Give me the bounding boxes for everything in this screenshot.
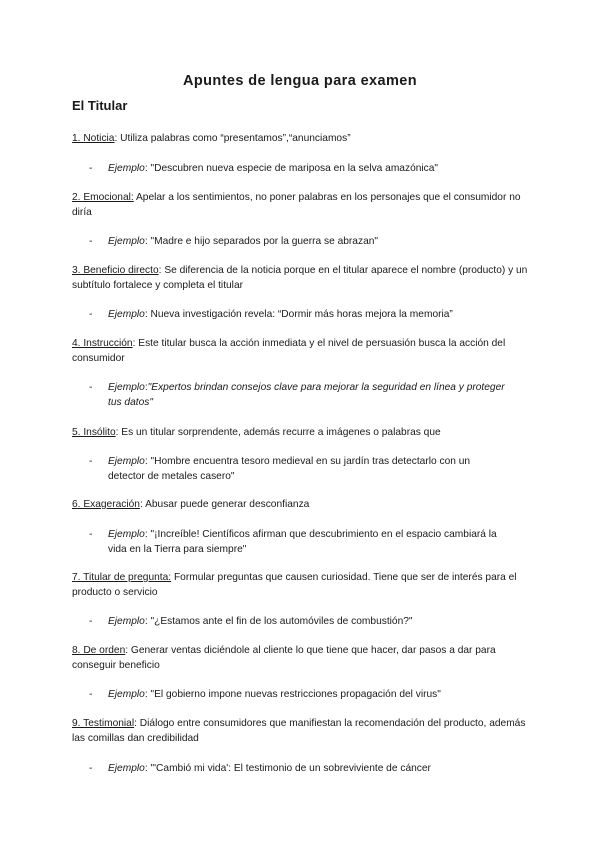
bullet-dash: - [89,163,93,174]
item-description: Utiliza palabras como “presentamos”,“anunciamos” [117,133,351,144]
item-term-separator: : [158,265,162,276]
item-description: Generar ventas diciéndole al cliente lo que tiene que hacer, dar pasos a dar para conseguir beneficio [72,645,496,671]
example-label: Ejemplo [108,236,145,247]
example-text: "¿Estamos ante el fin de los automóviles de combustión?" [147,616,413,627]
item-term: 3. Beneficio directo [72,265,159,276]
item-description: Formular preguntas que causen curiosidad. Tiene que ser de interés para el producto o servicio [72,572,517,598]
item-9-example [89,761,509,776]
item-term-separator: : [134,718,137,729]
item-1-heading [72,131,532,146]
item-description: Este titular busca la acción inmediata y el nivel de persuasión busca la acción del consumidor [72,338,506,364]
item-4-example [89,380,509,410]
example-text: Nueva investigación revela: “Dormir más horas mejora la memoria” [147,309,453,320]
example-separator: : [144,616,148,627]
example-text: "Hombre encuentra tesoro medieval en su jardín tras detectarlo con un detector de metales casero" [108,456,471,482]
item-description: Abusar puede generar desconfianza [142,499,310,510]
example-label: Ejemplo [108,763,145,774]
example-label: Ejemplo [108,529,145,540]
example-label: Ejemplo [108,163,145,174]
bullet-dash: - [89,382,93,393]
example-separator: : [144,456,148,467]
bullet-dash: - [89,616,93,627]
item-term-separator: : [139,499,143,510]
bullet-dash: - [89,456,93,467]
example-text: "'Cambió mi vida': El testimonio de un sobreviviente de cáncer [147,763,431,774]
example-label: Ejemplo [108,616,145,627]
item-6-example [89,527,509,557]
item-term: 9. Testimonial [72,718,135,729]
item-term: 5. Insólito [72,427,116,438]
example-separator: : [144,763,148,774]
item-3-heading [72,263,532,293]
item-7-heading [72,570,532,600]
item-term: 8. De orden [72,645,126,656]
item-5-heading [72,425,532,440]
item-description: Diálogo entre consumidores que manifiestan la recomendación del producto, además las comillas dan credibilidad [72,718,526,744]
item-term-separator: : [132,338,136,349]
item-term: 1. Noticia [72,133,115,144]
item-7-example [89,614,509,629]
example-separator: : [144,236,148,247]
example-text: "Expertos brindan consejos clave para mejorar la seguridad en línea y proteger tus datos" [108,382,505,408]
item-2-heading [72,190,532,220]
section-heading: El Titular [72,98,128,113]
example-label: Ejemplo [108,382,145,393]
bullet-dash: - [89,529,93,540]
item-2-example [89,234,509,249]
example-label: Ejemplo [108,309,145,320]
bullet-dash: - [89,309,93,320]
item-9-heading [72,716,532,746]
example-text: "El gobierno impone nuevas restricciones propagación del virus" [147,689,441,700]
item-term: 2. Emocional: [72,192,134,203]
item-5-example [89,454,509,484]
item-description: Se diferencia de la noticia porque en el titular aparece el nombre (producto) y un subtítulo fortalece y completa el titular [72,265,528,291]
item-term-separator: : [114,133,118,144]
item-1-example [89,161,509,176]
item-term: 7. Titular de pregunta: [72,572,172,583]
item-8-heading [72,643,532,673]
item-description: Apelar a los sentimientos, no poner palabras en los personajes que el consumidor no diría [72,192,521,218]
bullet-dash: - [89,763,93,774]
document-title: Apuntes de lengua para examen [183,73,417,89]
item-8-example [89,687,509,702]
example-separator: : [144,529,148,540]
bullet-dash: - [89,689,93,700]
item-description: Es un titular sorprendente, además recurre a imágenes o palabras que [118,427,441,438]
item-term: 4. Instrucción [72,338,133,349]
item-3-example [89,307,509,322]
item-term: 6. Exageración [72,499,140,510]
item-term-separator: : [125,645,129,656]
example-label: Ejemplo [108,456,145,467]
item-4-heading [72,336,532,366]
bullet-dash: - [89,236,93,247]
item-term-separator: : [115,427,119,438]
example-text: "Descubren nueva especie de mariposa en la selva amazónica" [147,163,439,174]
example-label: Ejemplo [108,689,145,700]
example-separator: : [144,163,148,174]
example-separator: : [144,382,148,393]
item-6-heading [72,497,532,512]
example-separator: : [144,309,148,320]
example-separator: : [144,689,148,700]
example-text: "Madre e hijo separados por la guerra se abrazan" [147,236,379,247]
example-text: "¡Increíble! Científicos afirman que descubrimiento en el espacio cambiará la vida en la Tierra para siempre" [108,529,497,555]
